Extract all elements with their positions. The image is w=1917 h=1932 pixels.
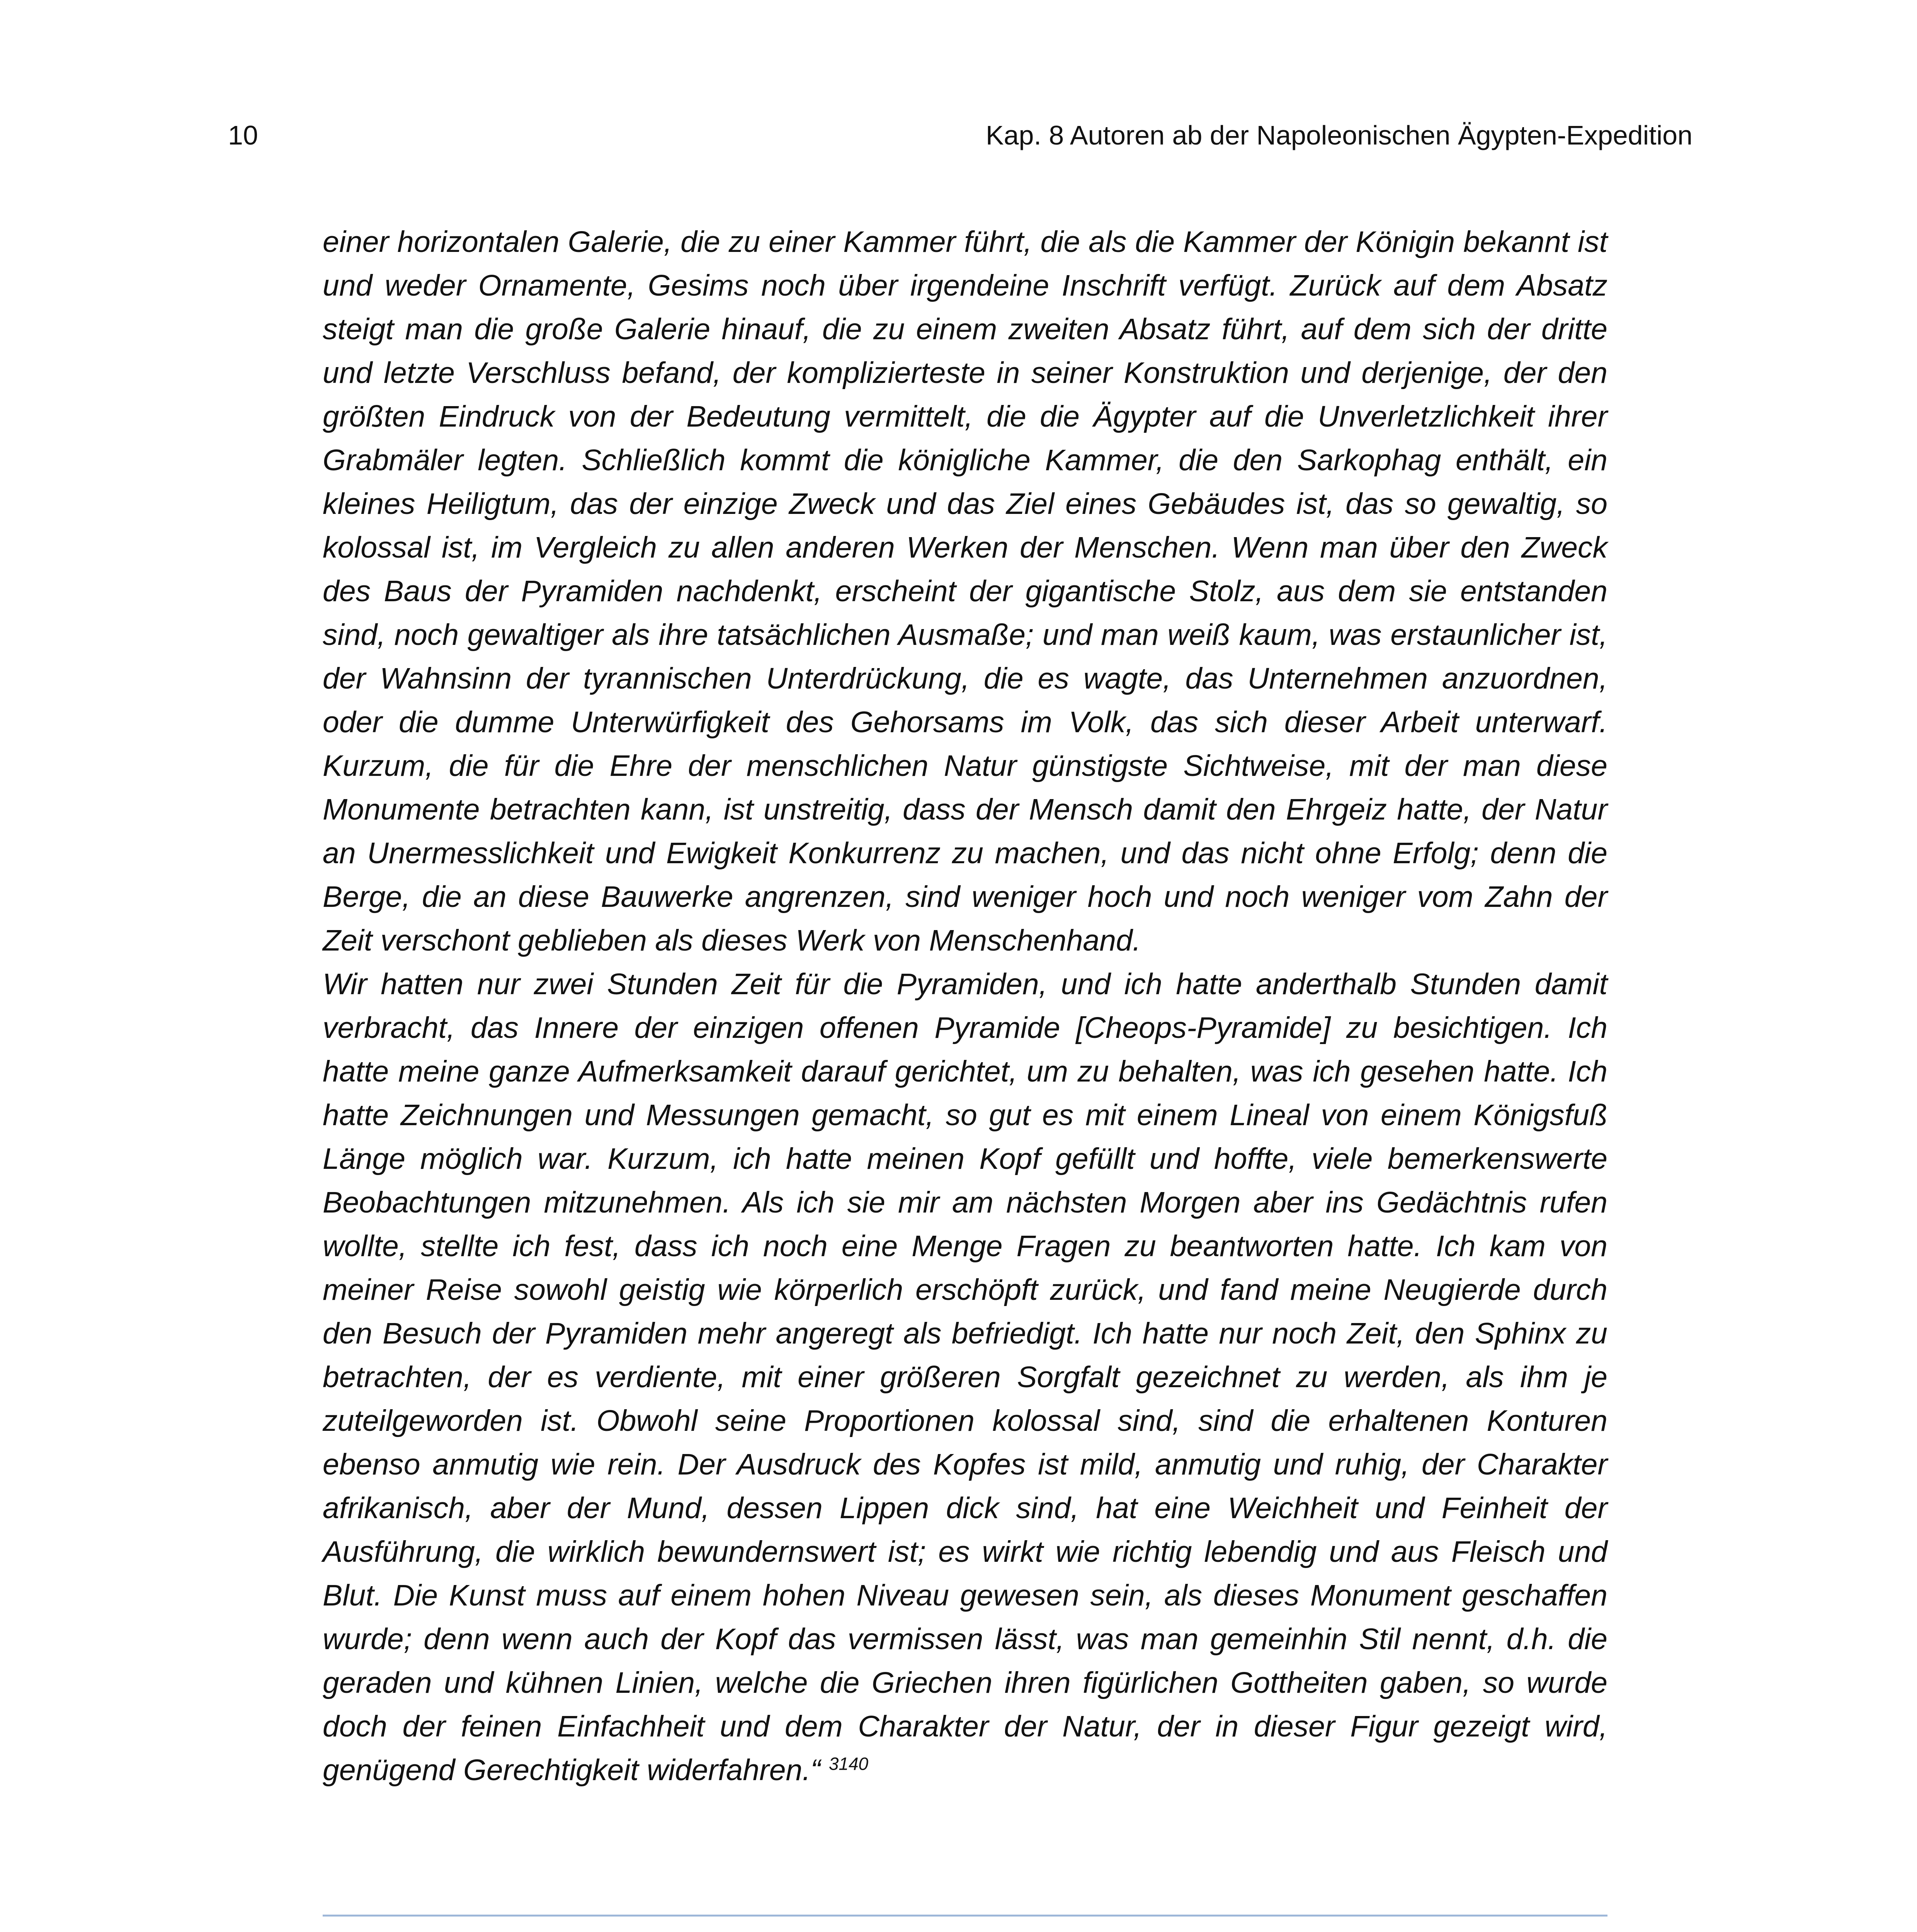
quote-paragraph-1: einer horizontalen Galerie, die zu einer Kammer führt, die als die Kammer der Königin bekannt ist und weder Ornamente, Gesims noch über irgendeine Inschrift verfügt. Zurück auf dem Absatz steigt man die große Galerie hinauf, die zu einem zweiten Absatz führt, auf dem sich der dritte und letzte Verschluss befand, der komplizierteste in seiner Konstruktion und derjenige, der den größten Eindruck von der Bedeutung vermittelt, die die Ägypter auf die Unverletzlichkeit ihrer Grabmäler legten. Schließlich kommt die königliche Kammer, die den Sarkophag enthält, ein kleines Heiligtum, das der einzige Zweck und das Ziel eines Gebäudes ist, das so gewaltig, so kolossal ist, im Vergleich zu allen anderen Werken der Menschen. Wenn man über den Zweck des Baus der Pyramiden nachdenkt, erscheint der gigantische Stolz, aus dem sie entstanden sind, noch gewaltiger als ihre tatsächlichen Ausmaße; und man weiß kaum, was erstaunlicher ist, der Wahnsinn der tyrannischen Unterdrückung, die es wagte, das Unternehmen anzuordnen, oder die dumme Unterwürfigkeit des Gehorsams im Volk, das sich dieser Arbeit unterwarf. Kurzum, die für die Ehre der menschlichen Natur günstigste Sichtweise, mit der man diese Monumente betrachten kann, ist unstreitig, dass der Mensch damit den Ehrgeiz hatte, der Natur an Unermesslichkeit und Ewigkeit Konkurrenz zu machen, und das nicht ohne Erfolg; denn die Berge, die an diese Bauwerke angrenzen, sind weniger hoch und noch weniger vom Zahn der Zeit verschont geblieben als dieses Werk von Menschenhand. — [323, 225, 1607, 957]
page-number: 10 — [228, 120, 258, 150]
quote-paragraph-2 — [323, 963, 1607, 1792]
quote-paragraph-2-text: Wir hatten nur zwei Stunden Zeit für die Pyramiden, und ich hatte anderthalb Stunden damit verbracht, das Innere der einzigen offenen Pyramide [Cheops-Pyramide] zu besichtigen. Ich hatte meine ganze Aufmerksamkeit darauf gerichtet, um zu behalten, was ich gesehen hatte. Ich hatte Zeichnungen und Messungen gemacht, so gut es mit einem Lineal von einem Königsfuß Länge möglich war. Kurzum, ich hatte meinen Kopf gefüllt und hoffte, viele bemerkenswerte Beobachtungen mitzunehmen. Als ich sie mir am nächsten Morgen aber ins Gedächtnis rufen wollte, stellte ich fest, dass ich noch eine Menge Fragen zu beantworten hatte. Ich kam von meiner Reise sowohl geistig wie körperlich erschöpft zurück, und fand meine Neugierde durch den Besuch der Pyramiden mehr angeregt als befriedigt. Ich hatte nur noch Zeit, den Sphinx zu betrachten, der es verdiente, mit einer größeren Sorgfalt gezeichnet zu werden, als ihm je zuteilgeworden ist. Obwohl seine Proportionen kolossal sind, sind die erhaltenen Konturen ebenso anmutig wie rein. Der Ausdruck des Kopfes ist mild, anmutig und ruhig, der Charakter afrikanisch, aber der Mund, dessen Lippen dick sind, hat eine Weichheit und Feinheit der Ausführung, die wirklich bewundernswert ist; es wirkt wie richtig lebendig und aus Fleisch und Blut. Die Kunst muss auf einem hohen Niveau gewesen sein, als dieses Monument geschaffen wurde; denn wenn auch der Kopf das vermissen lässt, was man gemeinhin Stil nennt, d.h. die geraden und kühnen Linien, welche die Griechen ihren figürlichen Gottheiten gaben, so wurde doch der feinen Einfachheit und dem Charakter der Natur, der in dieser Figur gezeigt wird, genügend Gerechtigkeit widerfahren.“ — [323, 968, 1607, 1787]
footnote-reference[interactable]: 3140 — [828, 1753, 869, 1774]
quote-divider — [323, 1915, 1607, 1917]
running-title: Kap. 8 Autoren ab der Napoleonischen Ägypten-Expedition — [985, 120, 1692, 150]
block-quote — [323, 220, 1607, 1792]
page-header — [228, 112, 1692, 158]
